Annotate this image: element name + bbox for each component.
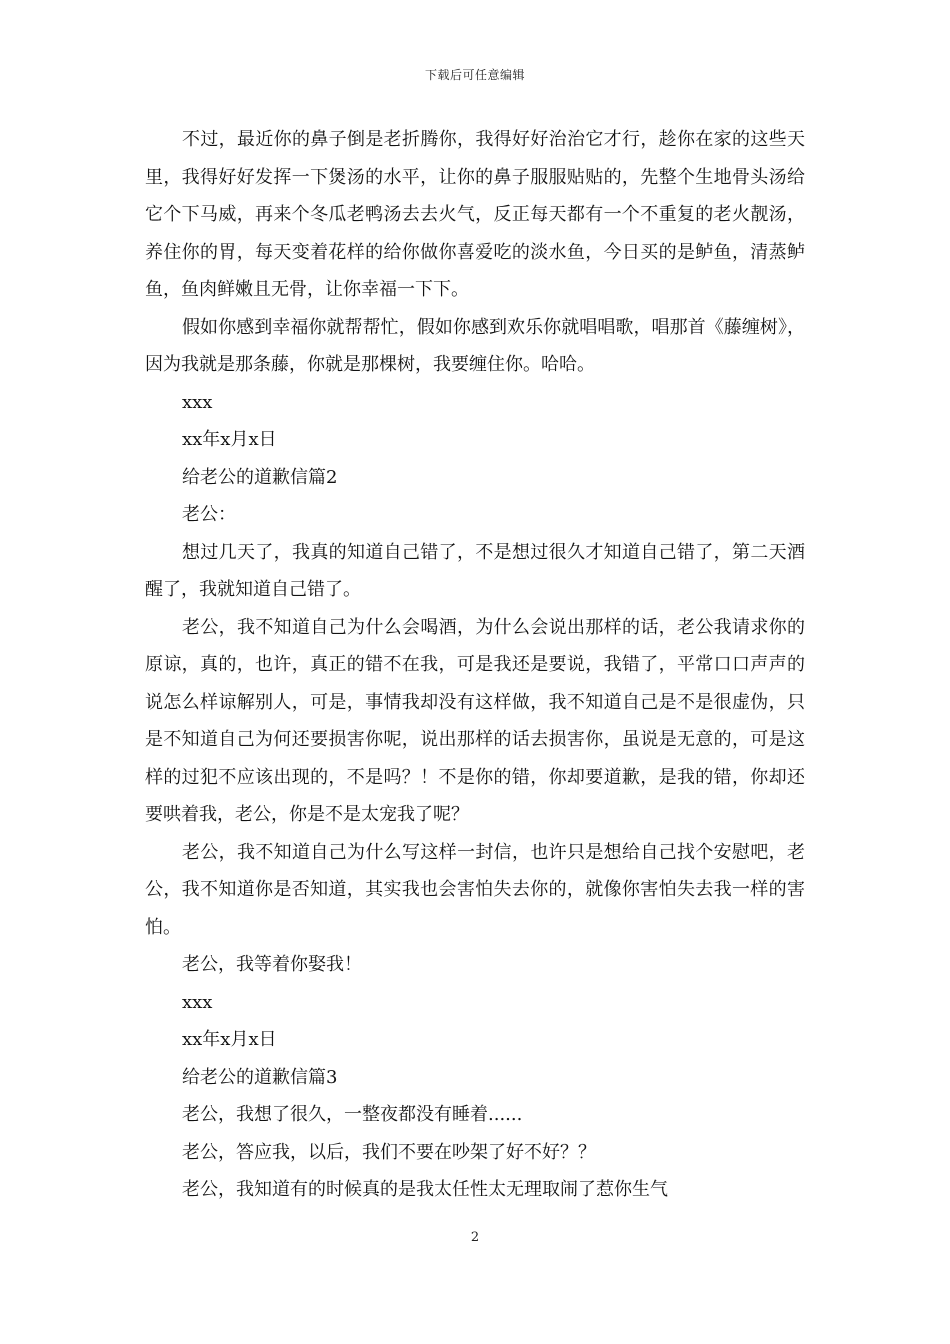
paragraph-letter-reason: 老公，我不知道自己为什么写这样一封信，也许只是想给自己找个安慰吧，老公，我不知道你是否知道，其实我也会害怕失去你的，就像你害怕失去我一样的害怕。 (145, 841, 805, 938)
page-number: 2 (470, 1230, 480, 1245)
salutation: 老公： (182, 504, 236, 525)
paragraph-realized-mistake: 想过几天了，我真的知道自己错了，不是想过很久才知道自己错了，第二天酒醒了，我就知道自己错了。 (145, 541, 805, 600)
document-body (145, 121, 805, 1209)
paragraph-sleepless: 老公，我想了很久，一整夜都没有睡着...... (182, 1104, 523, 1125)
paragraph-nose-soup: 不过，最近你的鼻子倒是老折腾你，我得好好治治它才行，趁你在家的这些天里，我得好好发挥一下煲汤的水平，让你的鼻子服服贴贴的，先整个生地骨头汤给它个下马威，再来个冬瓜老鸭汤去去火气，反正每天都有一个不重复的老火靓汤，养住你的胃，每天变着花样的给你做你喜爱吃的淡水鱼，今日买的是鲈鱼，清蒸鲈鱼，鱼肉鲜嫩且无骨，让你幸福一下下。 (145, 129, 805, 300)
signature: xxx (182, 991, 213, 1013)
date-line: xx年x月x日 (182, 429, 277, 450)
signature: xxx (182, 391, 213, 413)
section-title-3: 给老公的道歉信篇3 (182, 1066, 338, 1088)
date-line: xx年x月x日 (182, 1029, 277, 1050)
paragraph-apology: 老公，我不知道自己为什么会喝酒，为什么会说出那样的话，老公我请求你的原谅，真的，也许，真正的错不在我，可是我还是要说，我错了，平常口口声声的说怎么样谅解别人，可是，事情我却没有这样做，我不知道自己是不是很虚伪，只是不知道自己为何还要损害你呢，说出那样的话去损害你，虽说是无意的，可是这样的过犯不应该出现的，不是吗？！不是你的错，你却要道歉，是我的错，你却还要哄着我，老公，你是不是太宠我了呢？ (145, 616, 805, 825)
section-title-2: 给老公的道歉信篇2 (182, 466, 338, 488)
page-header: 下载后可任意编辑 (424, 68, 525, 82)
paragraph-willful: 老公，我知道有的时候真的是我太任性太无理取闹了惹你生气 (182, 1179, 668, 1200)
paragraph-waiting: 老公，我等着你娶我！ (182, 954, 362, 975)
paragraph-promise: 老公，答应我，以后，我们不要在吵架了好不好？？ (182, 1141, 596, 1163)
paragraph-happiness-song: 假如你感到幸福你就帮帮忙，假如你感到欢乐你就唱唱歌，唱那首《藤缠树》，因为我就是那条藤，你就是那棵树，我要缠住你。哈哈。 (145, 316, 805, 375)
